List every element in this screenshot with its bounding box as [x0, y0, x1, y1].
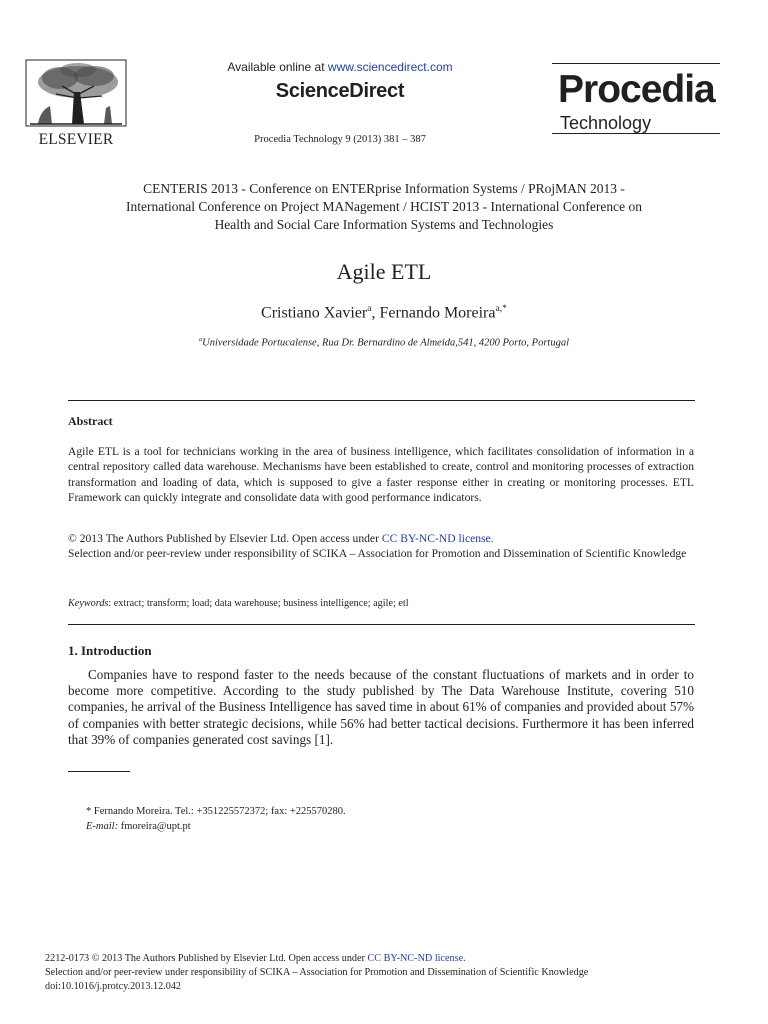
- abstract-top-rule: [68, 400, 695, 401]
- author-list: [70, 303, 698, 322]
- keywords-list: : extract; transform; load; data warehouse; business intelligence; agile; etl: [108, 598, 409, 609]
- license-link[interactable]: CC BY-NC-ND license.: [381, 532, 494, 545]
- footer-license-link[interactable]: CC BY-NC-ND license.: [367, 953, 466, 964]
- copyright-text: © 2013 The Authors Published by Elsevier Ltd. Open access under: [68, 532, 382, 545]
- corresponding-author-note: * Fernando Moreira. Tel.: +351225572372; fax: +225570280.: [86, 806, 346, 817]
- paper-title: Agile ETL: [336, 259, 432, 284]
- doi[interactable]: doi:10.1016/j.protcy.2013.12.042: [45, 981, 182, 992]
- availability-line: [160, 60, 520, 74]
- availability-prefix: Available online at: [227, 60, 328, 74]
- journal-subtitle: Technology: [560, 113, 652, 133]
- platform-name: ScienceDirect: [275, 80, 405, 102]
- abstract-text: Agile ETL is a tool for technicians working in the area of business intelligence, which facilitates consolidation of information in a central repository called data warehouse. Mechanisms have been established to create, control and monitoring processes of extraction transformation and loading of data, which is supposed to give a faster response either in creating or monitoring processes. ETL Framework can quickly integrate and consolidate data with good performance indicators.: [68, 445, 694, 505]
- peer-review-note: Selection and/or peer-review under responsibility of SCIKA – Association for Promotion and Dissemination of Scientific Knowledge: [68, 547, 687, 561]
- journal-logo-bottom-rule: [552, 133, 720, 134]
- author-affiliation-marker: a,*: [495, 303, 507, 314]
- publication-footer: [45, 952, 705, 994]
- abstract-heading: Abstract: [68, 414, 113, 428]
- journal-name: Procedia: [558, 68, 715, 111]
- section-heading: 1. Introduction: [68, 643, 152, 658]
- introduction-paragraph: Companies have to respond faster to the needs because of the constant fluctuations of markets and in order to become more competitive. According to the study published by The Data Warehouse Institute, covering 510 companies, he arrival of the Business Intelligence has saved time in about 61% of companies and provided about 57% of companies with better strategic decisions, while 56% had better tactical decisions. Furthermore it has been inferred that 39% of companies generated cost savings [1].: [68, 667, 694, 747]
- copyright-notice: [68, 531, 694, 562]
- affiliation-marker: a: [198, 336, 203, 343]
- conference-line: International Conference on Project MANagement / HCIST 2013 - International Conference on: [126, 199, 642, 214]
- email-address[interactable]: fmoreira@upt.pt: [118, 821, 191, 832]
- issn-copyright: 2212-0173 © 2013 The Authors Published by Elsevier Ltd. Open access under: [45, 953, 368, 964]
- affiliation-text: Universidade Portucalense, Rua Dr. Bernardino de Almeida,541, 4200 Porto, Portugal: [202, 337, 570, 349]
- author-email: [86, 821, 191, 832]
- affiliation: [70, 336, 698, 349]
- journal-citation: Procedia Technology 9 (2013) 381 – 387: [254, 134, 426, 145]
- journal-logo-top-rule: [552, 63, 720, 64]
- author-name: Fernando Moreira: [379, 304, 496, 322]
- author-separator: ,: [371, 304, 380, 322]
- author-name: Cristiano Xavier: [261, 304, 368, 322]
- author-affiliation-marker: a: [367, 303, 372, 314]
- footer-peer-review: Selection and/or peer-review under responsibility of SCIKA – Association for Promotion and Dissemination of Scientific Knowledge: [45, 967, 589, 978]
- publisher-wordmark: ELSEVIER: [38, 131, 114, 148]
- keywords: [68, 598, 694, 609]
- conference-line: Health and Social Care Information Systems and Technologies: [214, 217, 554, 232]
- conference-info: [70, 180, 698, 234]
- sciencedirect-link[interactable]: www.sciencedirect.com: [327, 60, 453, 74]
- email-label: E-mail:: [86, 821, 119, 832]
- footnote-rule: [68, 771, 130, 772]
- abstract-bottom-rule: [68, 624, 695, 625]
- keywords-label: Keywords: [68, 598, 109, 609]
- conference-line: CENTERIS 2013 - Conference on ENTERprise Information Systems / PRojMAN 2013 -: [143, 181, 625, 196]
